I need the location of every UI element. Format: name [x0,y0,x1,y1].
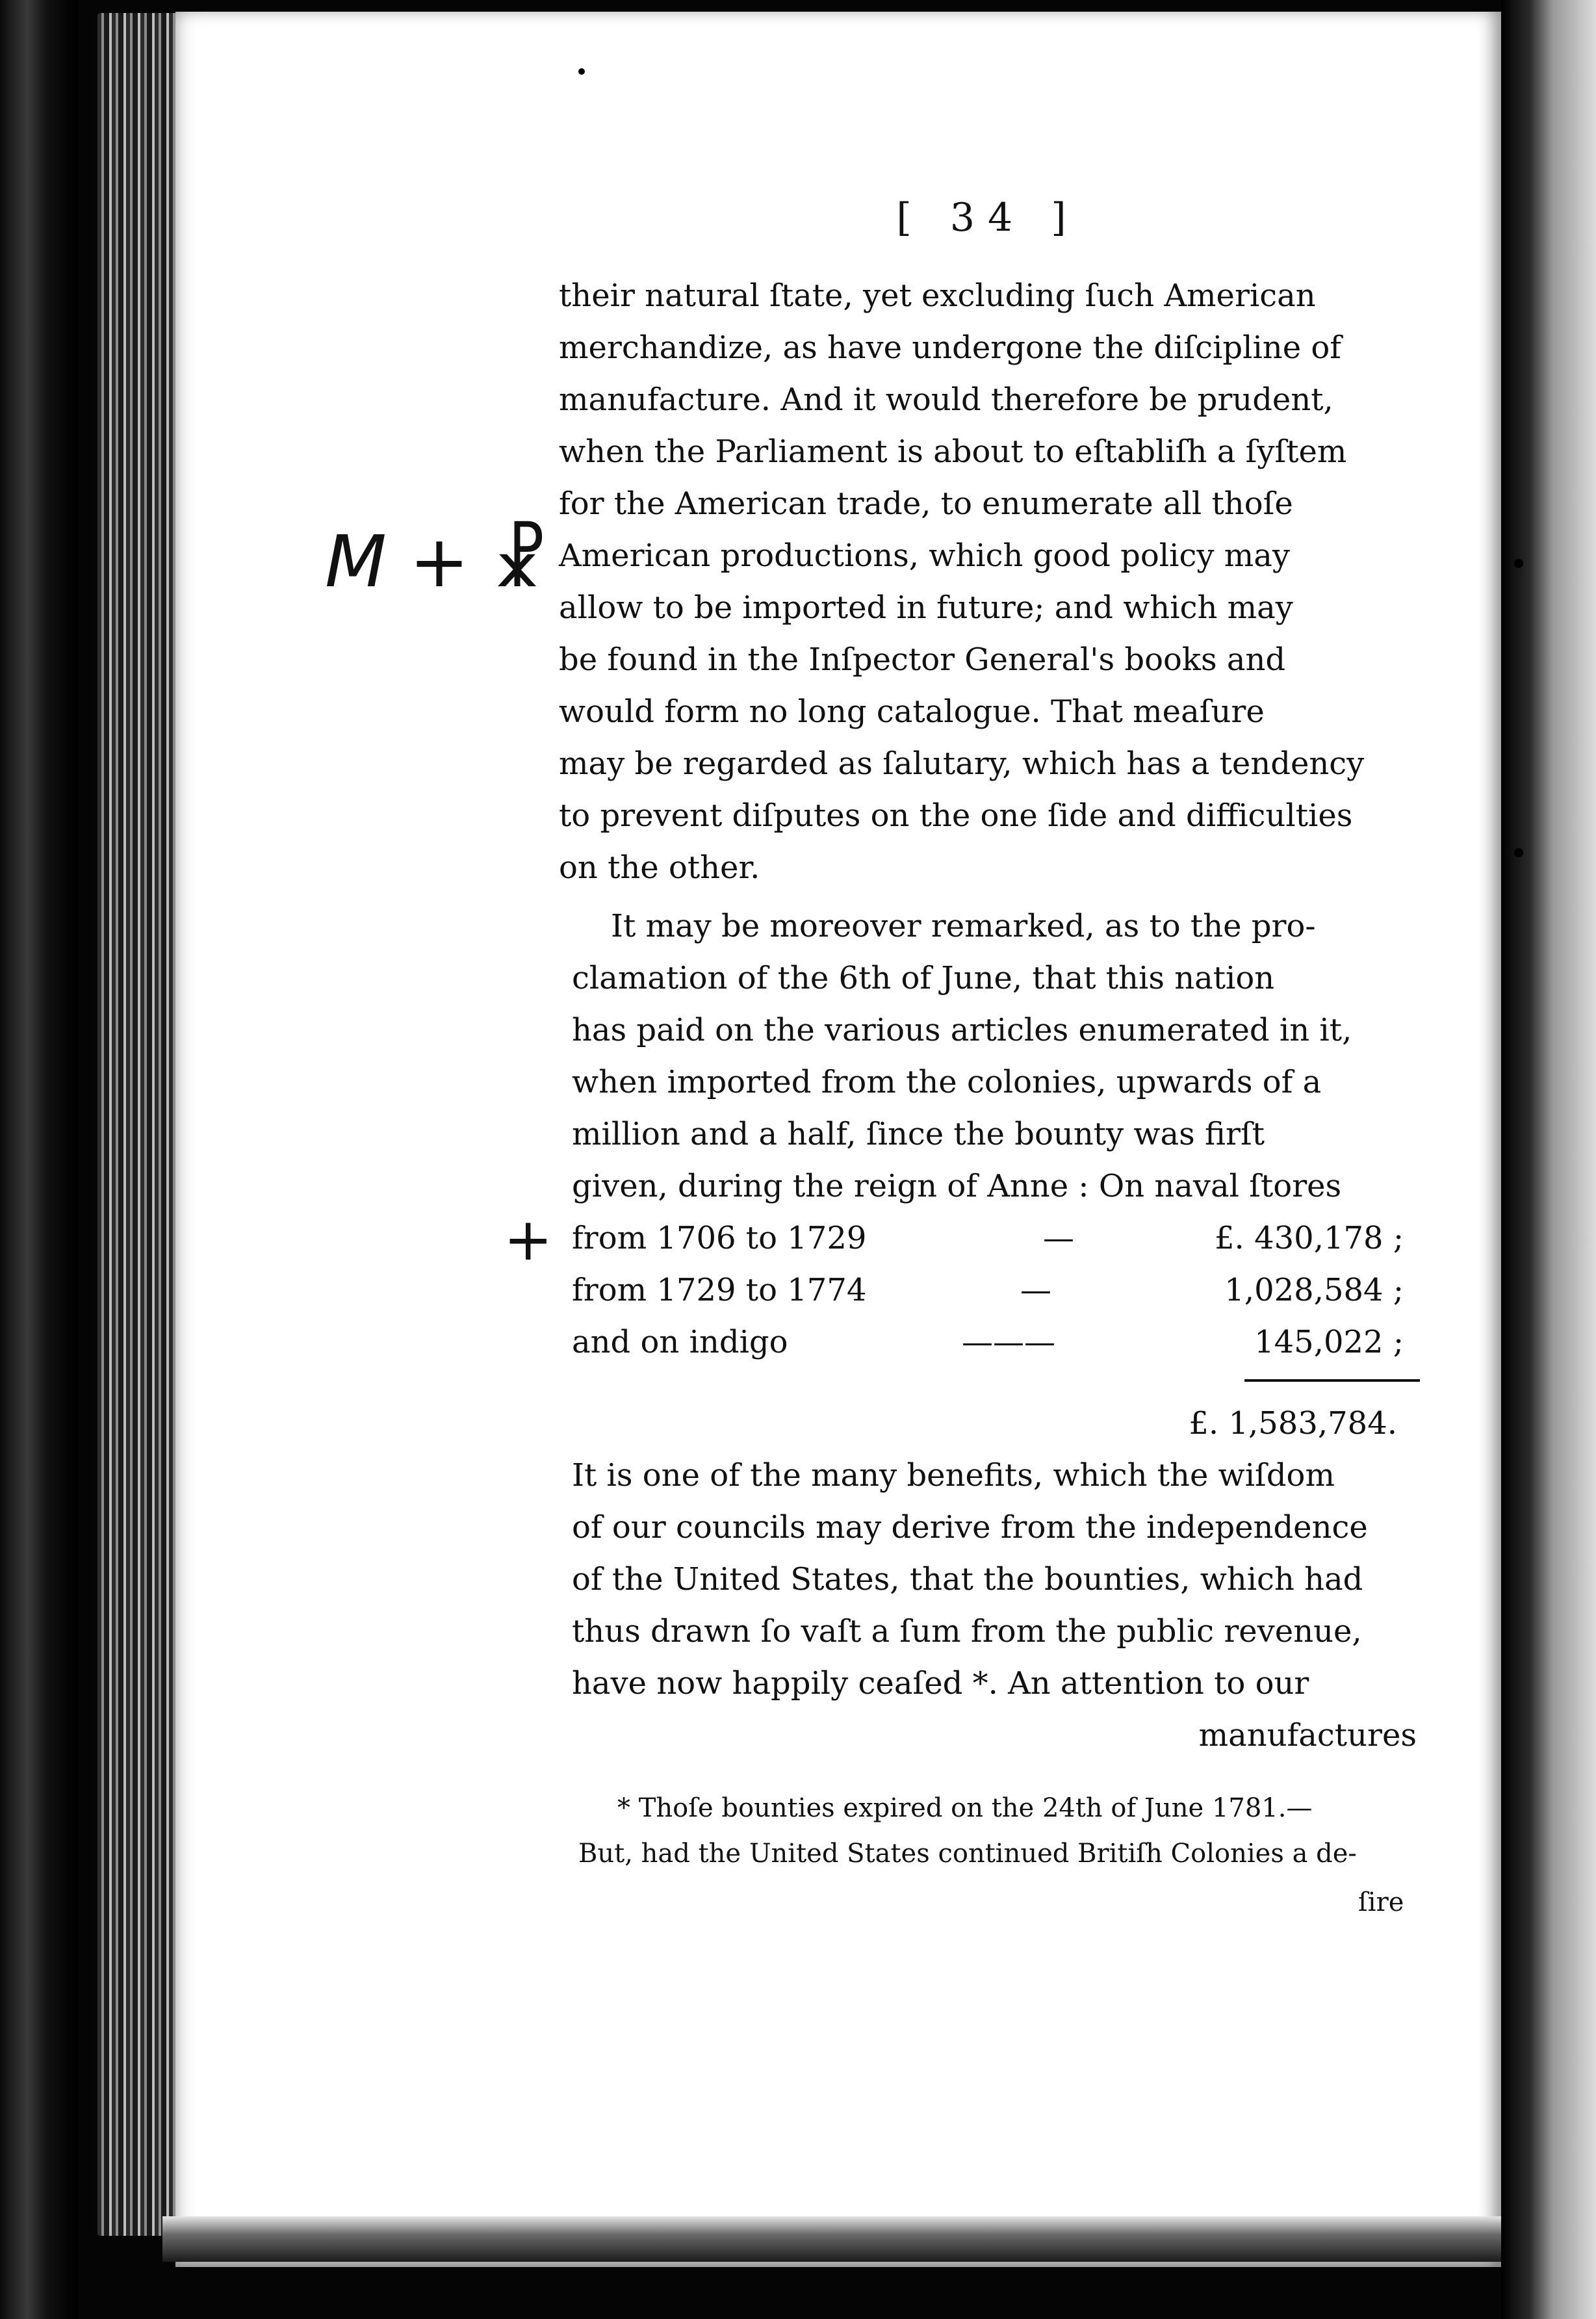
table-row-label: and on indigo [572,1324,788,1360]
book-right-edge [1501,0,1596,2319]
body-line: merchandize, as have undergone the diſcipline of [559,330,1342,366]
body-line: when the Parliament is about to eſtabliſh a ſyſtem [559,434,1347,470]
table-row-amount: 145,022 ; [1254,1324,1404,1360]
body-line: of the United States, that the bounties, which had [572,1561,1363,1598]
body-line: has paid on the various articles enumerated in it, [572,1012,1352,1048]
body-line: given, during the reign of Anne : On naval ſtores [572,1168,1342,1204]
page-header: [ 34 ] [896,195,1079,240]
page-bottom-edge [162,2216,1514,2262]
body-line: to prevent diſputes on the one ſide and difficulties [559,797,1353,834]
body-line: of our councils may derive from the independence [572,1509,1368,1546]
table-row-amount: 1,028,584 ; [1224,1272,1404,1308]
body-line: thus drawn ſo vaſt a ſum from the public revenue, [572,1613,1362,1650]
speck-mark [578,68,585,75]
table-row-dash: — [1043,1220,1074,1256]
body-line: manufacture. And it would therefore be prudent, [559,382,1333,418]
body-line: would form no long catalogue. That meaſure [559,693,1265,730]
footnote-line: * Thoſe bounties expired on the 24th of June 1781.— [617,1793,1313,1823]
body-line: American productions, which good policy may [559,538,1290,574]
body-line: It is one of the many benefits, which the wiſdom [572,1457,1335,1494]
speck-mark [1514,848,1523,857]
handwritten-margin-note: M + ☧ [325,520,548,603]
body-line: have now happily ceaſed *. An attention to our [572,1665,1309,1702]
table-row-amount: £. 430,178 ; [1215,1220,1404,1256]
body-line: on the other. [559,849,760,886]
table-row-label: from 1706 to 1729 [572,1220,867,1256]
catchword: manufactures [1198,1717,1417,1754]
body-line: when imported from the colonies, upwards of a [572,1064,1322,1100]
page-stack-edge [97,13,188,2236]
table-row-dash: ——— [962,1324,1055,1360]
sum-rule [1244,1379,1420,1382]
body-line: It may be moreover remarked, as to the pro- [611,908,1316,944]
table-row-label: from 1729 to 1774 [572,1272,867,1308]
body-line: for the American trade, to enumerate all thoſe [559,486,1293,522]
handwritten-margin-cross: + [504,1206,553,1274]
footnote-catchword: ſire [1358,1887,1404,1917]
body-line: clamation of the 6th of June, that this nation [572,960,1275,996]
table-total: £. 1,583,784. [1189,1405,1397,1442]
body-line: be found in the Inſpector General's books and [559,641,1286,678]
body-line: million and a half, ſince the bounty was firſt [572,1116,1265,1152]
book-spine-edge [0,0,78,2319]
footnote-line: But, had the United States continued Britiſh Colonies a de- [578,1839,1357,1869]
body-line: allow to be imported in future; and which may [559,589,1293,626]
body-line: their natural ſtate, yet excluding ſuch American [559,278,1316,314]
body-line: may be regarded as ſalutary, which has a tendency [559,745,1365,782]
table-row-dash: — [1020,1272,1051,1308]
speck-mark [1514,559,1523,568]
